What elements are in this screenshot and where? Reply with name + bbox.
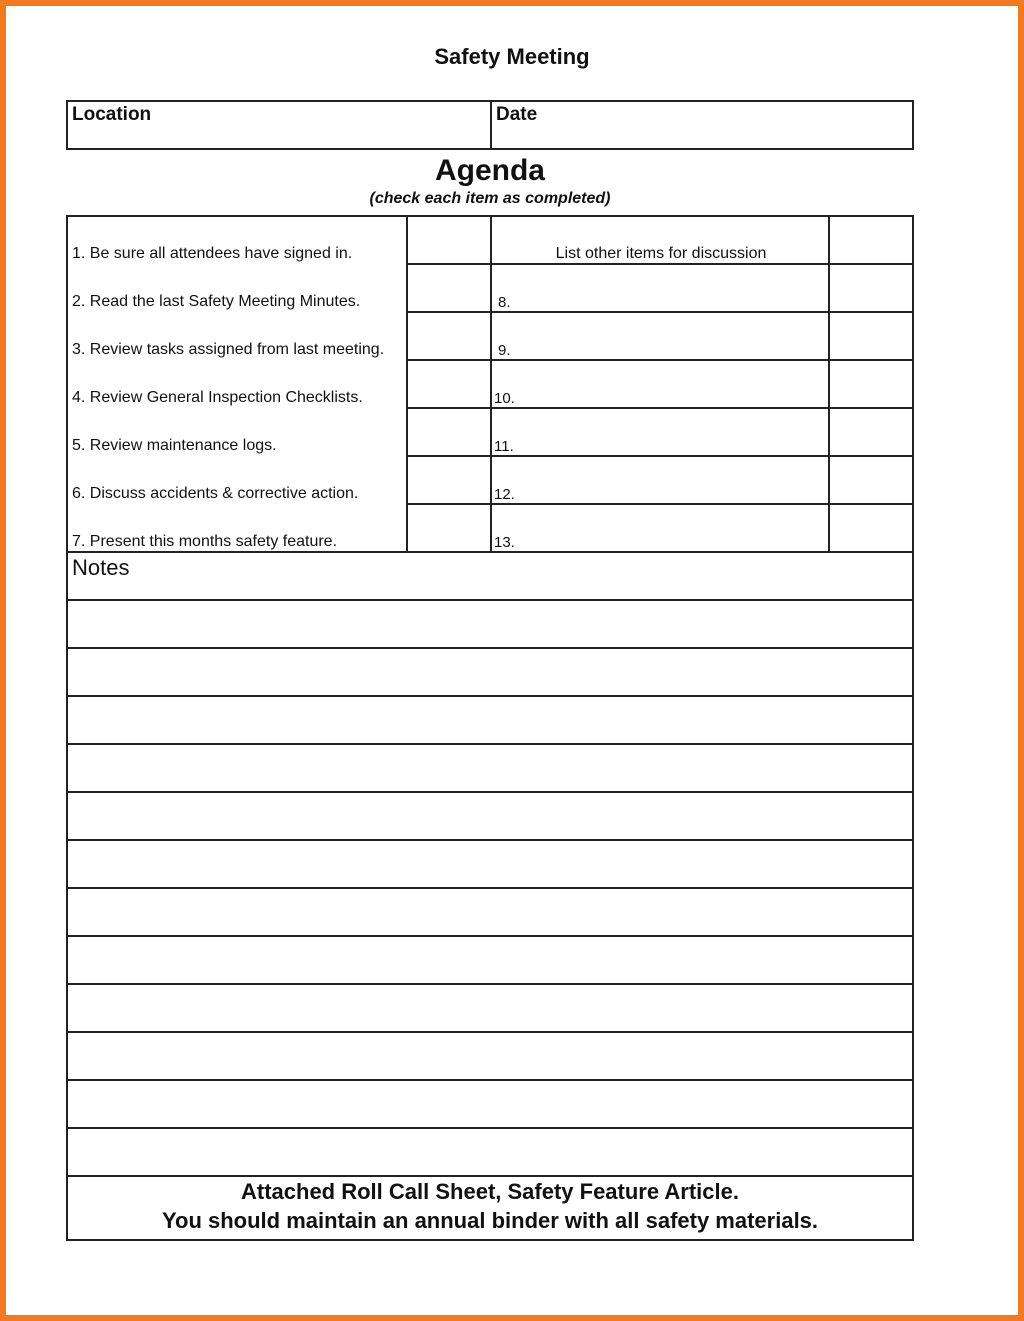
agenda-table — [66, 215, 914, 553]
discussion-number: 11. — [494, 438, 514, 455]
discussion-number: 8. — [498, 294, 511, 311]
notes-line[interactable] — [68, 935, 912, 937]
row-divider — [490, 263, 914, 265]
location-date-row — [66, 100, 914, 150]
notes-line[interactable] — [68, 839, 912, 841]
row-divider — [490, 503, 914, 505]
notes-line[interactable] — [68, 1079, 912, 1081]
location-field[interactable] — [68, 102, 492, 148]
agenda-item: 5. Review maintenance logs. — [72, 437, 277, 454]
agenda-subtitle: (check each item as completed) — [369, 190, 611, 207]
notes-line[interactable] — [68, 1031, 912, 1033]
row-divider — [406, 503, 492, 505]
agenda-item: 7. Present this months safety feature. — [72, 533, 338, 550]
discussion-number: 13. — [494, 534, 515, 551]
footer-line-2: You should maintain an annual binder with all safety materials. — [161, 1208, 819, 1233]
notes-line[interactable] — [68, 983, 912, 985]
agenda-item: 6. Discuss accidents & corrective action. — [72, 485, 359, 502]
notes-line[interactable] — [68, 887, 912, 889]
agenda-title: Agenda — [434, 154, 545, 187]
row-divider — [406, 263, 492, 265]
location-label: Location — [72, 104, 152, 125]
agenda-item: 1. Be sure all attendees have signed in. — [72, 245, 353, 262]
discussion-header: List other items for discussion — [555, 245, 767, 262]
date-label: Date — [496, 104, 538, 125]
discussion-number: 12. — [494, 486, 515, 503]
notes-section — [66, 551, 914, 1241]
agenda-item: 3. Review tasks assigned from last meeting. — [72, 341, 385, 358]
notes-line[interactable] — [68, 647, 912, 649]
notes-line[interactable] — [68, 791, 912, 793]
page-title: Safety Meeting — [434, 44, 590, 69]
notes-line[interactable] — [68, 743, 912, 745]
row-divider — [406, 455, 492, 457]
row-divider — [490, 311, 914, 313]
row-divider — [490, 407, 914, 409]
discussion-number: 9. — [498, 342, 511, 359]
row-divider — [406, 311, 492, 313]
agenda-item: 4. Review General Inspection Checklists. — [72, 389, 363, 406]
row-divider — [406, 407, 492, 409]
discussion-number: 10. — [494, 390, 515, 407]
notes-footer — [68, 1177, 912, 1235]
row-divider — [490, 455, 914, 457]
date-field[interactable] — [492, 102, 912, 148]
notes-line[interactable] — [68, 599, 912, 601]
notes-label: Notes — [72, 555, 130, 580]
notes-line[interactable] — [68, 1127, 912, 1129]
row-divider — [490, 359, 914, 361]
footer-line-1: Attached Roll Call Sheet, Safety Feature Article. — [241, 1179, 739, 1204]
agenda-item: 2. Read the last Safety Meeting Minutes. — [72, 293, 361, 310]
row-divider — [406, 359, 492, 361]
notes-line[interactable] — [68, 695, 912, 697]
